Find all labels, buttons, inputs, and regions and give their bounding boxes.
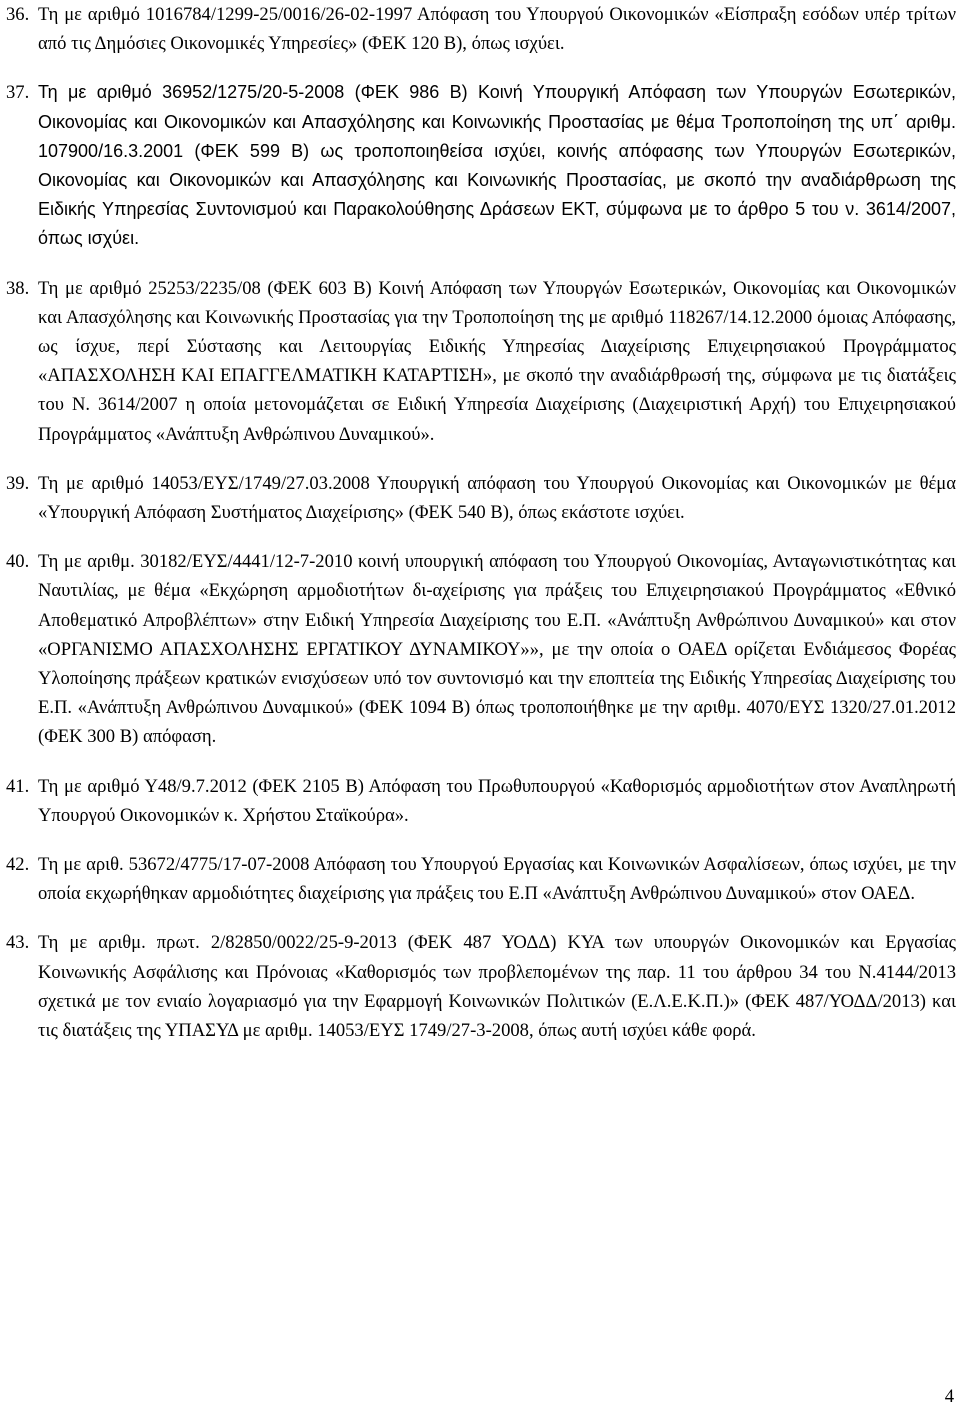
item-text: Τη με αριθμ. πρωτ. 2/82850/0022/25-9-2013 (ΦΕΚ 487 ΥΟΔΔ) ΚΥΑ των υπουργών Οικονομικών και Εργασίας Κοινωνικής Ασφάλισης και Πρόνοιας «Καθορισμός των προβλεπομένων της παρ. 11 του άρθρου 34 του Ν.4144/2013 σχετικά με τον ενιαίο λογαριασμό για την Εφαρμογή Κοινωνικών Πολιτικών (Ε.Λ.Ε.Κ.Π.)» (ΦΕΚ 487/ΥΟΔΔ/2013) και τις διατάξεις της ΥΠΑΣΥΔ με αριθμ. 14053/ΕΥΣ 1749/27-3-2008, όπως αυτή ισχύει κάθε φορά. [38, 932, 956, 1042]
item-number: 41. [6, 775, 30, 797]
list-item [6, 78, 956, 253]
item-number: 36. [6, 4, 30, 25]
list-item [6, 469, 956, 527]
list-item [6, 850, 956, 908]
list-item [6, 547, 956, 751]
item-text: Τη με αριθμό 25253/2235/08 (ΦΕΚ 603 Β) Κοινή Απόφαση των Υπουργών Εσωτερικών, Οικονομίας και Οικονομικών και Απασχόλησης και Κοινωνικής Προστασίας για την Τροποποίηση της με αριθμό 118267/14.12.2000 όμοιας Απόφασης, ως ίσχυε, περί Σύστασης και Λειτουργίας Ειδικής Υπηρεσίας Διαχείρισης Επιχειρησιακού Προγράμματος «ΑΠΑΣΧΟΛΗΣΗ ΚΑΙ ΕΠΑΓΓΕΛΜΑΤΙΚΗ ΚΑΤΑΡΤΙΣΗ», με σκοπό την αναδιάρθρωσή της, σύμφωνα με τις διατάξεις του Ν. 3614/2007 η οποία μετονομάζεται σε Ειδική Υπηρεσία Διαχείρισης (Διαχειριστική Αρχή) του Επιχειρησιακού Προγράμματος «Ανάπτυξη Ανθρώπινου Δυναμικού». [38, 277, 956, 445]
item-text: Τη με αριθμό 14053/ΕΥΣ/1749/27.03.2008 Υπουργική απόφαση του Υπουργού Οικονομίας και Οικονομικών με θέμα «Υπουργική Απόφαση Συστήματος Διαχείρισης» (ΦΕΚ 540 Β), όπως εκάστοτε ισχύει. [38, 472, 956, 524]
item-number: 38. [6, 277, 30, 299]
list-item [6, 0, 956, 58]
page-number: 4 [944, 1386, 954, 1407]
item-number: 43. [6, 932, 30, 954]
item-text: Τη με αριθμό 36952/1275/20-5-2008 (ΦΕΚ 986 Β) Κοινή Υπουργική Απόφαση των Υπουργών Εσωτερικών, Οικονομίας και Οικονομικών και Απασχόλησης και Κοινωνικής Προστασίας με θέμα Τροποποίηση της υπ΄ αριθμ. 107900/16.3.2001 (ΦΕΚ 599 Β) ως τροποποιηθείσα ισχύει, κοινής απόφασης των Υπουργών Εσωτερικών, Οικονομίας και Οικονομικών και Απασχόλησης και Κοινωνικής Προστασίας, με σκοπό την αναδιάρθρωση της Ειδικής Υπηρεσίας Συντονισμού και Παρακολούθησης Δράσεων ΕΚΤ, σύμφωνα με το άρθρο 5 του ν. 3614/2007, όπως ισχύει. [38, 82, 956, 249]
item-text: Τη με αριθμό 1016784/1299-25/0016/26-02-1997 Απόφαση του Υπουργού Οικονομικών «Είσπραξη εσόδων υπέρ τρίτων από τις Δημόσιες Οικονομικές Υπηρεσίες» (ΦΕΚ 120 Β), όπως ισχύει. [38, 4, 956, 55]
decision-list [6, 0, 956, 1065]
list-item [6, 772, 956, 830]
item-text: Τη με αριθμ. 30182/ΕΥΣ/4441/12-7-2010 κοινή υπουργική απόφαση του Υπουργού Οικονομίας, Ανταγωνιστικότητας και Ναυτιλίας, με θέμα «Εκχώρηση αρμοδιοτήτων δι-αχείρισης για πράξεις του Επιχειρησιακού Προγράμματος «Εθνικό Αποθεματικό Απροβλέπτων» στην Ειδική Υπηρεσία Διαχείρισης του Ε.Π. «Ανάπτυξη Ανθρώπινου Δυναμικού» και στον «ΟΡΓΑΝΙΣΜΟ ΑΠΑΣΧΟΛΗΣΗΣ ΕΡΓΑΤΙΚΟΥ ΔΥΝΑΜΙΚΟΥ»», με την οποία ο ΟΑΕΔ ορίζεται Ενδιάμεσος Φορέας Υλοποίησης πράξεων κρατικών ενισχύσεων υπό τον συντονισμό και την εποπτεία της Ειδικής Υπηρεσίας Διαχείρισης του Ε.Π. «Ανάπτυξη Ανθρώπινου Δυναμικού» (ΦΕΚ 1094 Β) όπως τροποποιήθηκε με την αριθμ. 4070/ΕΥΣ 1320/27.01.2012 (ΦΕΚ 300 Β) απόφαση. [38, 551, 956, 748]
item-text: Τη με αριθμό Υ48/9.7.2012 (ΦΕΚ 2105 Β) Απόφαση του Πρωθυπουργού «Καθορισμός αρμοδιοτήτων στον Αναπληρωτή Υπουργού Οικονομικών κ. Χρήστου Σταϊκούρα». [38, 775, 956, 826]
item-number: 42. [6, 854, 30, 876]
item-text: Τη με αριθ. 53672/4775/17-07-2008 Απόφαση του Υπουργού Εργασίας και Κοινωνικών Ασφαλίσεων, όπως ισχύει, με την οποία εκχωρήθηκαν αρμοδιότητες διαχείρισης για πράξεις του Ε.Π «Ανάπτυξη Ανθρώπινου Δυναμικού» στον ΟΑΕΔ. [38, 854, 956, 905]
list-item [6, 928, 956, 1045]
item-number: 37. [6, 82, 30, 104]
item-number: 40. [6, 551, 30, 573]
item-number: 39. [6, 472, 30, 494]
list-item [6, 274, 956, 449]
